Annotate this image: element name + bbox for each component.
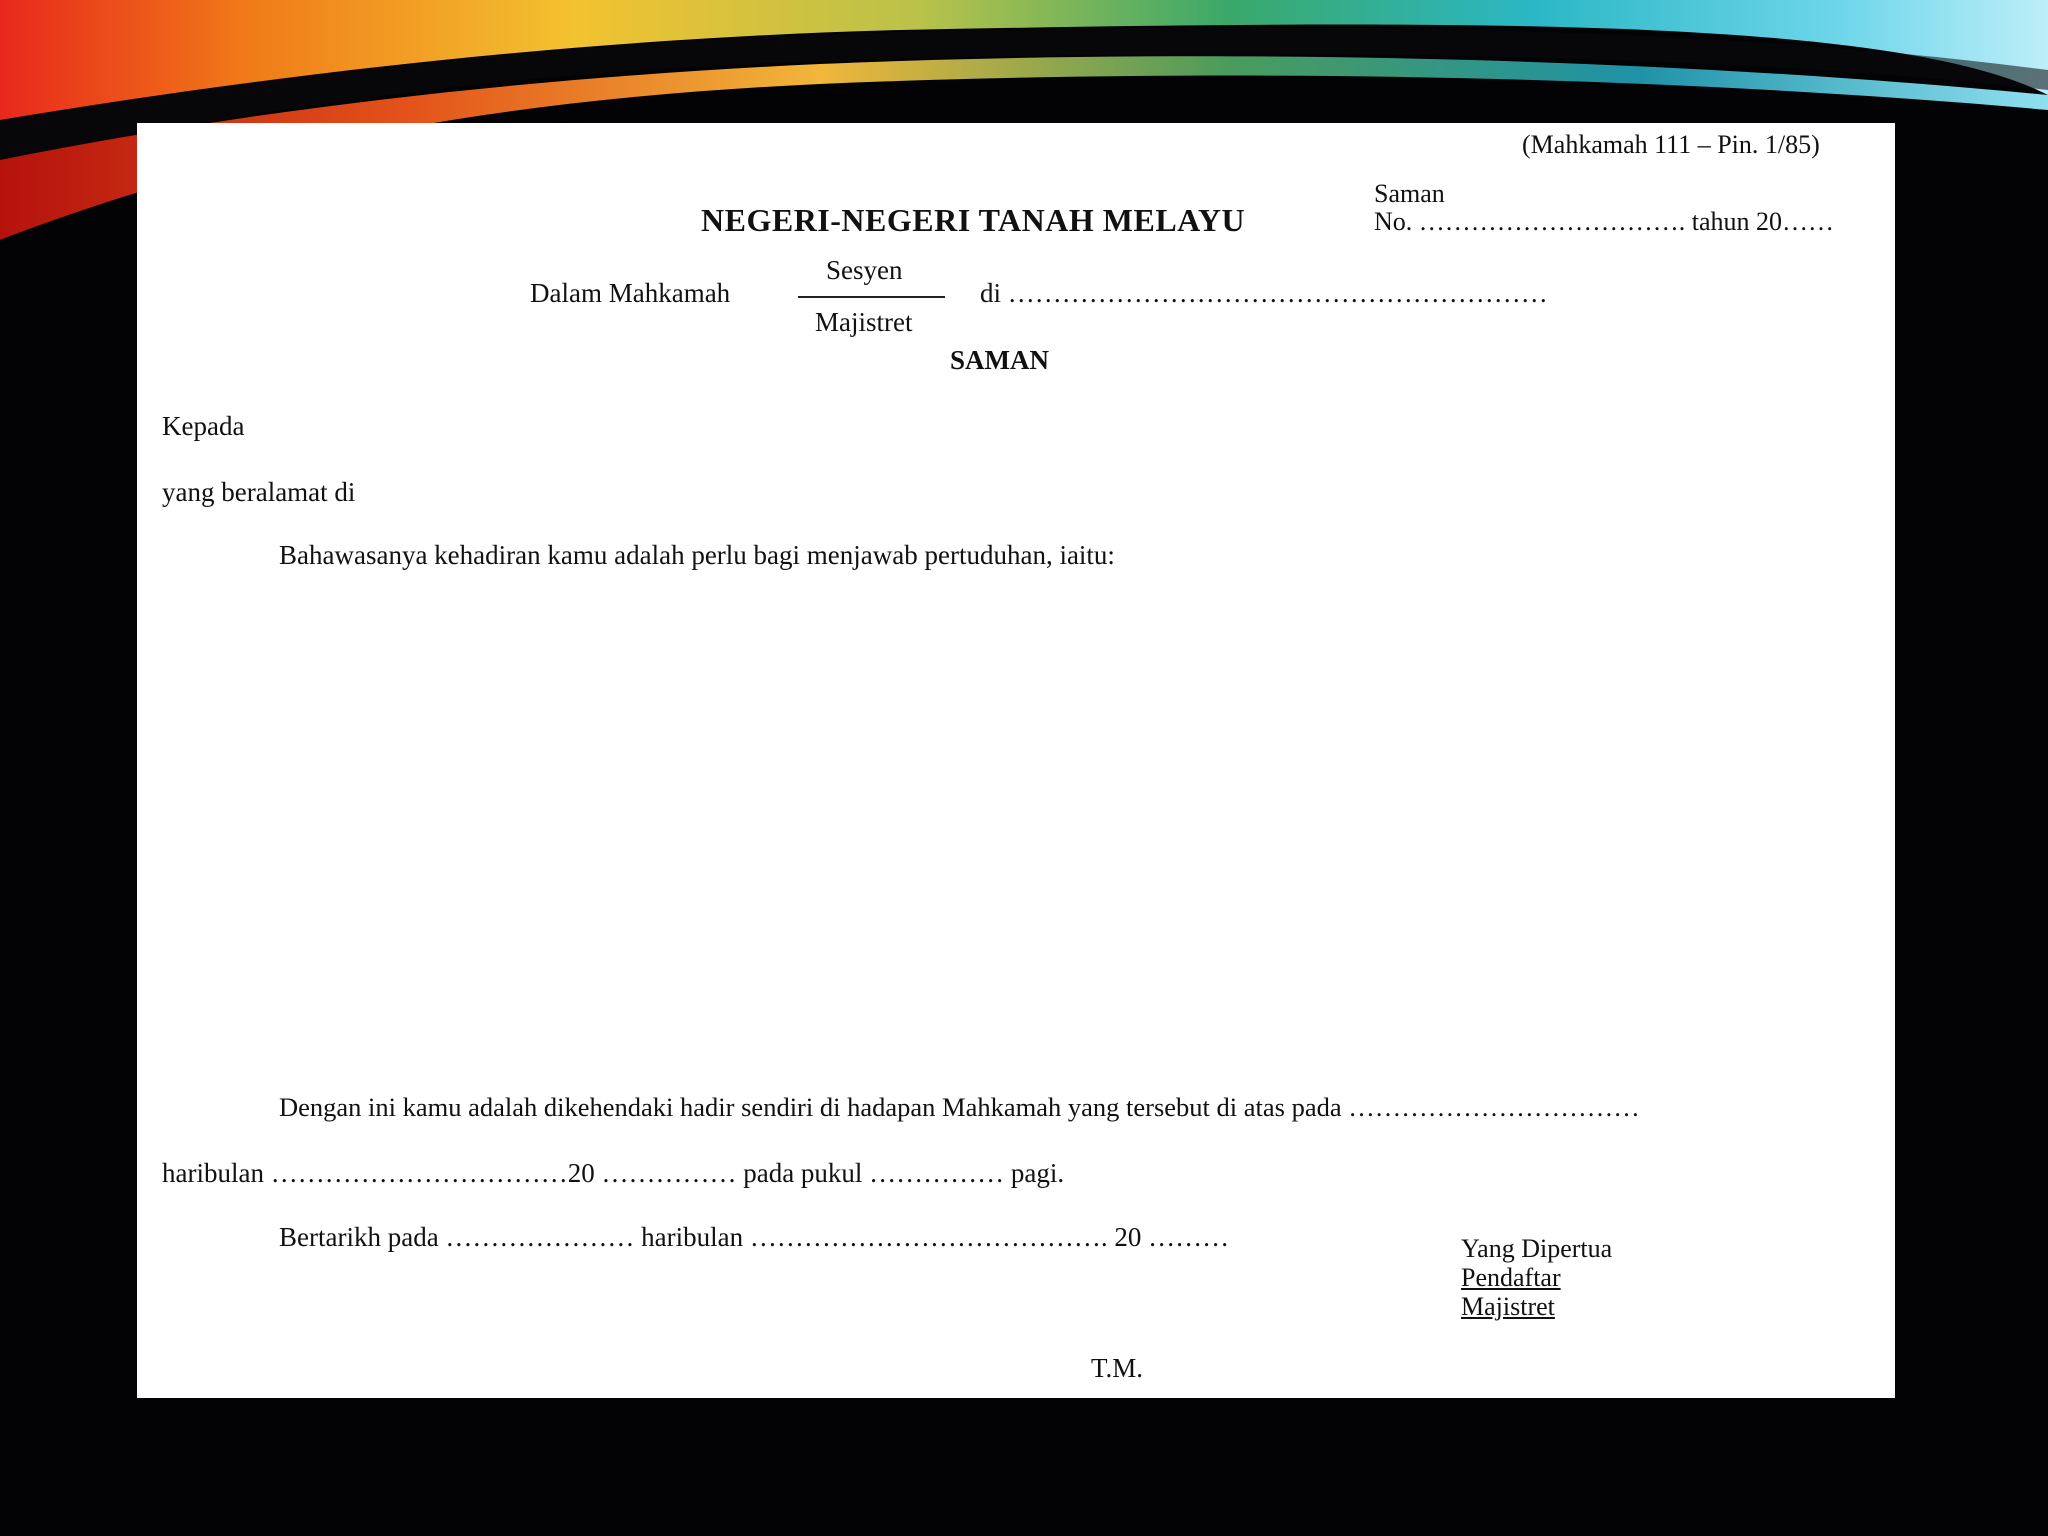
- dated-line: Bertarikh pada ………………… haribulan …………………………………. 20 ………: [279, 1222, 1230, 1252]
- court-option-majistret: Majistret: [815, 307, 913, 337]
- appearance-line-1: Dengan ini kamu adalah dikehendaki hadir sendiri di hadapan Mahkamah yang tersebut di atas pada ……………………………: [279, 1092, 1640, 1122]
- signatory-title-2: Pendaftar: [1461, 1263, 1561, 1292]
- court-option-sesyen: Sesyen: [826, 255, 903, 285]
- fraction-divider: [798, 296, 945, 298]
- footer-mark: T.M.: [1091, 1353, 1143, 1383]
- document-title: NEGERI-NEGERI TANAH MELAYU: [701, 202, 1246, 238]
- appearance-line-2: haribulan ……………………………20 …………… pada pukul …………… pagi.: [162, 1158, 1065, 1188]
- recipient-label: Kepada: [162, 411, 245, 441]
- charge-intro: Bahawasanya kehadiran kamu adalah perlu bagi menjawab pertuduhan, iaitu:: [279, 540, 1115, 570]
- address-label: yang beralamat di: [162, 477, 356, 507]
- signatory-title-3: Majistret: [1461, 1292, 1555, 1321]
- court-location: di ……………………………………………………: [980, 278, 1548, 308]
- summons-heading: SAMAN: [950, 345, 1049, 375]
- saman-label: Saman: [1374, 179, 1445, 208]
- saman-number-line: No. …………………………. tahun 20……: [1374, 207, 1835, 236]
- signatory-title-1: Yang Dipertua: [1461, 1234, 1613, 1263]
- court-prefix: Dalam Mahkamah: [530, 278, 731, 308]
- summons-form: [137, 123, 1895, 1398]
- form-code: (Mahkamah 111 – Pin. 1/85): [1522, 130, 1820, 159]
